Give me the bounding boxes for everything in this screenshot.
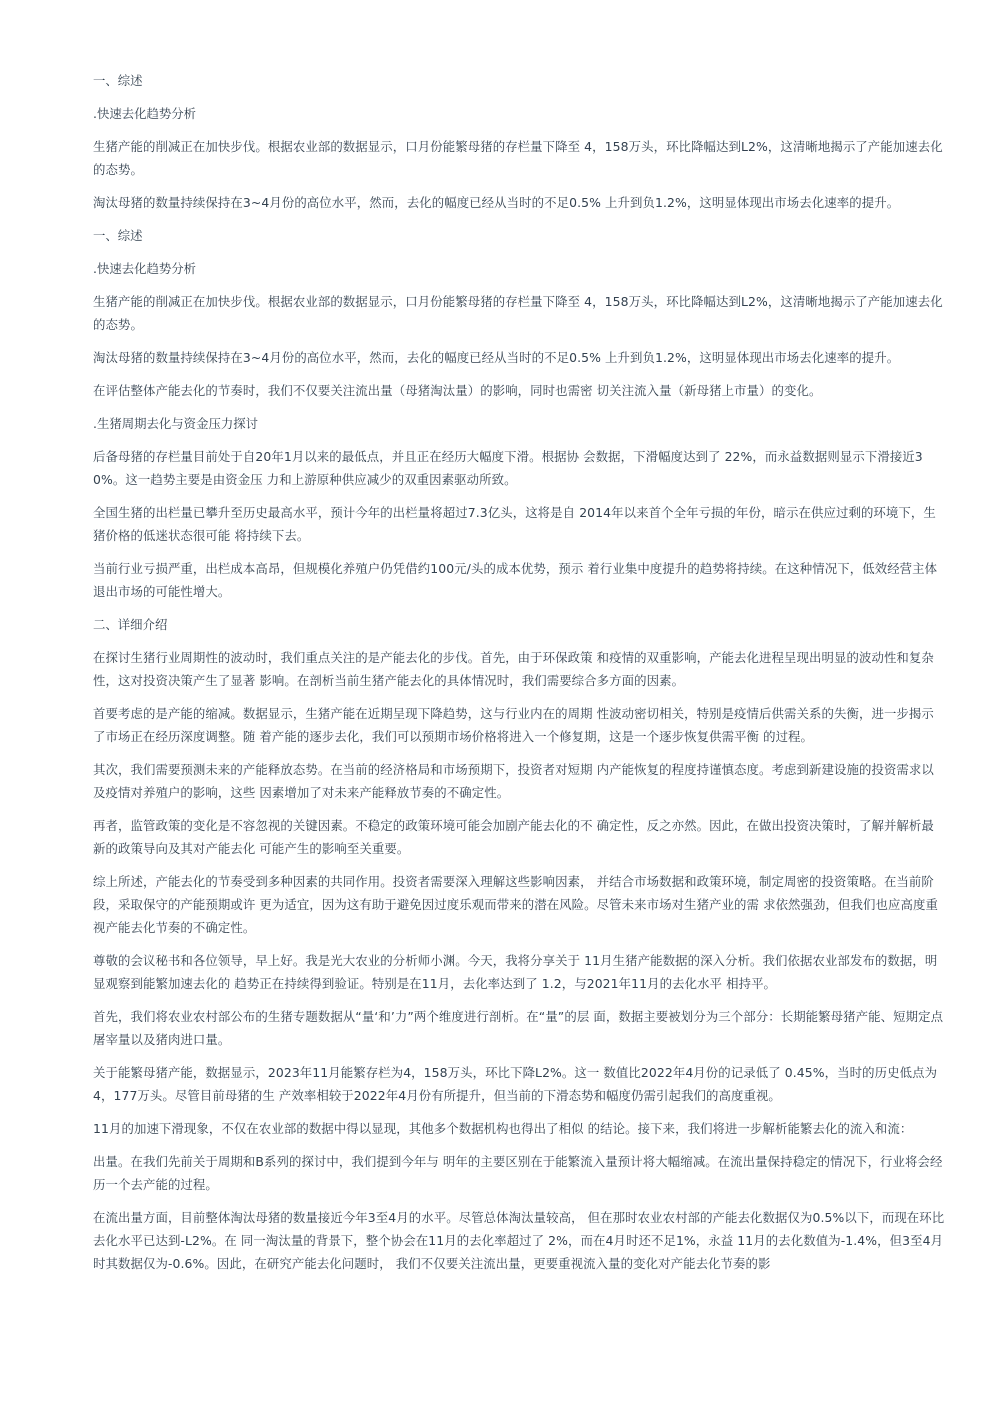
paragraph: 尊敬的会议秘书和各位领导，早上好。我是光大农业的分析师小渊。今天，我将分享关于 11月生猪产能数据的深入分析。我们依据农业部发布的数据，明显观察到能繁加速去化的 趋势正在持续得到验证。特别是在11月，去化率达到了 1.2，与2021年11月的去化水平 相持平。 (93, 953, 938, 991)
paragraph: 首要考虑的是产能的缩减。数据显示，生猪产能在近期呈现下降趋势，这与行业内在的周期 性波动密切相关，特别是疫情后供需关系的失衡，进一步揭示了市场正在经历深度调整。随 着产能的逐步去化，我们可以预期市场价格将进入一个修复期，这是一个逐步恢复供需平衡 的过程。 (93, 706, 934, 744)
section-heading: 二、详细介绍 (93, 617, 168, 632)
subsection-heading: .快速去化趋势分析 (93, 261, 197, 276)
paragraph: 在评估整体产能去化的节奏时，我们不仅要关注流出量（母猪淘汰量）的影响，同时也需密 切关注流入量（新母猪上市量）的变化。 (93, 383, 822, 398)
paragraph: 其次，我们需要预测未来的产能释放态势。在当前的经济格局和市场预期下，投资者对短期 内产能恢复的程度持谨慎态度。考虑到新建设施的投资需求以及疫情对养殖户的影响，这些 因素增加了对未来产能释放节奏的不确定性。 (93, 762, 934, 800)
section-heading: 一、综述 (93, 73, 143, 88)
paragraph: 生猪产能的削减正在加快步伐。根据农业部的数据显示，口月份能繁母猪的存栏量下降至 4，158万头，环比降幅达到L2%，这清晰地揭示了产能加速去化的态势。 (93, 139, 943, 177)
paragraph: 综上所述，产能去化的节奏受到多种因素的共同作用。投资者需要深入理解这些影响因素， 并结合市场数据和政策环境，制定周密的投资策略。在当前阶段，采取保守的产能预期或许 更为适宜，因为这有助于避免因过度乐观而带来的潜在风险。尽管未来市场对生猪产业的需 求依然强劲，但我们也应高度重视产能去化节奏的不确定性。 (93, 874, 938, 935)
subsection-heading: .快速去化趋势分析 (93, 106, 197, 121)
paragraph: 首先，我们将农业农村部公布的生猪专题数据从“量‘和’力”两个维度进行剖析。在“量”的层 面，数据主要被划分为三个部分：长期能繁母猪产能、短期定点屠宰量以及猪肉进口量。 (93, 1009, 944, 1047)
section-heading: 一、综述 (93, 228, 143, 243)
paragraph: 在流出量方面，目前整体淘汰母猪的数量接近今年3至4月的水平。尽管总体淘汰量较高， 但在那时农业农村部的产能去化数据仅为0.5%以下，而现在环比去化水平已达到-L2%。在 同一淘汰量的背景下，整个协会在11月的去化率超过了 2%，而在4月时还不足1%，永益 11月的去化数值为-1.4%，但3至4月时其数据仅为-0.6%。因此，在研究产能去化问题时， 我们不仅要关注流出量，更要重视流入量的变化对产能去化节奏的影 (93, 1210, 945, 1271)
subsection-heading: .生猪周期去化与资金压力探讨 (93, 416, 259, 431)
paragraph: 再者，监管政策的变化是不容忽视的关键因素。不稳定的政策环境可能会加剧产能去化的不 确定性，反之亦然。因此，在做出投资决策时，了解并解析最新的政策导向及其对产能去化 可能产生的影响至关重要。 (93, 818, 934, 856)
paragraph: 淘汰母猪的数量持续保持在3~4月份的高位水平，然而，去化的幅度已经从当时的不足0.5% 上升到负1.2%，这明显体现出市场去化速率的提升。 (93, 350, 900, 365)
paragraph: 在探讨生猪行业周期性的波动时，我们重点关注的是产能去化的步伐。首先，由于环保政策 和疫情的双重影响，产能去化进程呈现出明显的波动性和复杂性，这对投资决策产生了显著 影响。在剖析当前生猪产能去化的具体情况时，我们需要综合多方面的因素。 (93, 650, 934, 688)
paragraph: 当前行业亏损严重，出栏成本高昂，但规模化养殖户仍凭借约100元/头的成本优势，预示 着行业集中度提升的趋势将持续。在这种情况下，低效经营主体退出市场的可能性增大。 (93, 561, 938, 599)
paragraph: 淘汰母猪的数量持续保持在3~4月份的高位水平，然而，去化的幅度已经从当时的不足0.5% 上升到负1.2%，这明显体现出市场去化速率的提升。 (93, 195, 900, 210)
paragraph: 11月的加速下滑现象，不仅在农业部的数据中得以显现，其他多个数据机构也得出了相似 的结论。接下来，我们将进一步解析能繁去化的流入和流： (93, 1121, 913, 1136)
paragraph: 生猪产能的削减正在加快步伐。根据农业部的数据显示，口月份能繁母猪的存栏量下降至 4，158万头，环比降幅达到L2%，这清晰地揭示了产能加速去化的态势。 (93, 294, 943, 332)
paragraph: 出量。在我们先前关于周期和B系列的探讨中，我们提到今年与 明年的主要区别在于能繁流入量预计将大幅缩减。在流出量保持稳定的情况下，行业将会经 历一个去产能的过程。 (93, 1154, 943, 1192)
paragraph: 全国生猪的出栏量已攀升至历史最高水平，预计今年的出栏量将超过7.3亿头，这将是自 2014年以来首个全年亏损的年份，暗示在供应过剩的环境下，生猪价格的低迷状态很可能 将持续下去。 (93, 505, 936, 543)
document-body (93, 69, 945, 1285)
paragraph: 后备母猪的存栏量目前处于自20年1月以来的最低点，并且正在经历大幅度下滑。根据协 会数据，下滑幅度达到了 22%，而永益数据则显示下滑接近30%。这一趋势主要是由资金压 力和上游原种供应减少的双重因素驱动所致。 (93, 449, 923, 487)
paragraph: 关于能繁母猪产能，数据显示，2023年11月能繁存栏为4，158万头，环比下降L2%。这一 数值比2022年4月份的记录低了 0.45%，当时的历史低点为4，177万头。尽管目前母猪的生 产效率相较于2022年4月份有所提升，但当前的下滑态势和幅度仍需引起我们的高度重视。 (93, 1065, 938, 1103)
